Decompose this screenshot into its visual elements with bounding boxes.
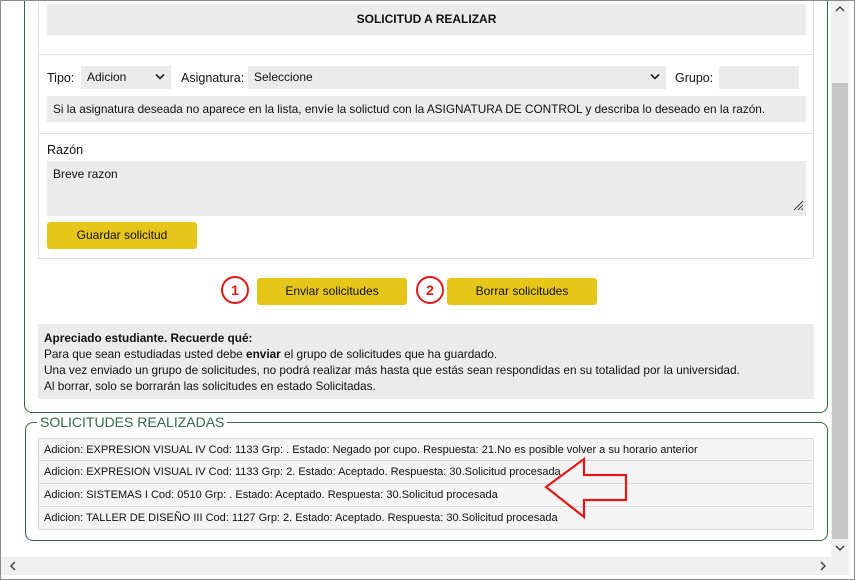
divider bbox=[39, 133, 813, 134]
annotation-badge-1: 1 bbox=[221, 276, 249, 304]
send-requests-button[interactable]: Enviar solicitudes bbox=[257, 278, 407, 305]
resize-grip-icon[interactable] bbox=[792, 199, 804, 214]
annotation-badge-2: 2 bbox=[416, 276, 444, 304]
requests-legend: SOLICITUDES REALIZADAS bbox=[37, 414, 227, 430]
grupo-label: Grupo: bbox=[675, 71, 714, 85]
razon-placeholder: Breve razon bbox=[53, 167, 118, 181]
asignatura-help-note: Si la asignatura deseada no aparece en la lista, envíe la solictud con la ASIGNATURA DE CONTROL y describa lo deseado en la razón. bbox=[47, 96, 806, 122]
delete-requests-button[interactable]: Borrar solicitudes bbox=[447, 278, 597, 305]
request-row: Adicion: EXPRESION VISUAL IV Cod: 1133 Grp: 2. Estado: Aceptado. Respuesta: 30.Solicitud procesada bbox=[38, 461, 814, 484]
scroll-down-icon[interactable] bbox=[835, 544, 845, 555]
notice-line-1 bbox=[44, 346, 808, 362]
requests-list bbox=[38, 438, 814, 530]
page-content bbox=[1, 1, 831, 557]
tipo-select-value: Adicion bbox=[87, 70, 127, 84]
request-row: Adicion: SISTEMAS I Cod: 0510 Grp: . Estado: Aceptado. Respuesta: 30.Solicitud procesada bbox=[38, 484, 814, 507]
save-request-button[interactable]: Guardar solicitud bbox=[47, 222, 197, 249]
scroll-up-icon[interactable] bbox=[835, 5, 845, 16]
scroll-right-icon[interactable] bbox=[819, 561, 827, 574]
asignatura-select-value: Seleccione bbox=[254, 70, 313, 84]
scrollbar-corner bbox=[831, 557, 849, 575]
grupo-input[interactable] bbox=[719, 66, 799, 89]
horizontal-scrollbar[interactable] bbox=[1, 557, 831, 575]
notice-text: Para que sean estudiadas usted debe bbox=[44, 347, 247, 361]
request-row: Adicion: TALLER DE DISEÑO III Cod: 1127 Grp: 2. Estado: Aceptado. Respuesta: 30.Solicitud procesada bbox=[38, 507, 814, 530]
divider bbox=[39, 54, 813, 55]
notice-emphasis: enviar bbox=[246, 347, 281, 361]
vertical-scroll-thumb[interactable] bbox=[832, 83, 848, 539]
notice-line-2: Una vez enviado un grupo de solicitudes, no podrá realizar más hasta que estás sean respondidas en su totalidad por la universidad. bbox=[44, 363, 740, 377]
razon-label: Razón bbox=[47, 143, 84, 157]
notice-text: el grupo de solicitudes que ha guardado. bbox=[280, 347, 498, 361]
tipo-label: Tipo: bbox=[47, 71, 75, 85]
asignatura-label: Asignatura: bbox=[181, 71, 245, 85]
student-notice bbox=[38, 324, 814, 399]
request-form bbox=[38, 1, 814, 259]
scroll-left-icon[interactable] bbox=[9, 561, 17, 574]
notice-line-3: Al borrar, solo se borrarán las solicitudes en estado Solicitadas. bbox=[44, 379, 376, 393]
chevron-down-icon bbox=[155, 66, 165, 81]
tipo-select[interactable] bbox=[81, 66, 171, 89]
annotation-arrow-icon bbox=[541, 456, 631, 520]
razon-textarea[interactable] bbox=[47, 161, 806, 216]
asignatura-select[interactable] bbox=[248, 66, 666, 89]
form-title: SOLICITUD A REALIZAR bbox=[47, 4, 806, 35]
chevron-down-icon bbox=[650, 66, 660, 81]
notice-heading: Apreciado estudiante. Recuerde qué: bbox=[44, 331, 253, 345]
request-row: Adicion: EXPRESION VISUAL IV Cod: 1133 Grp: . Estado: Negado por cupo. Respuesta: 21.No es posible volver a su horario anterior bbox=[38, 438, 814, 461]
